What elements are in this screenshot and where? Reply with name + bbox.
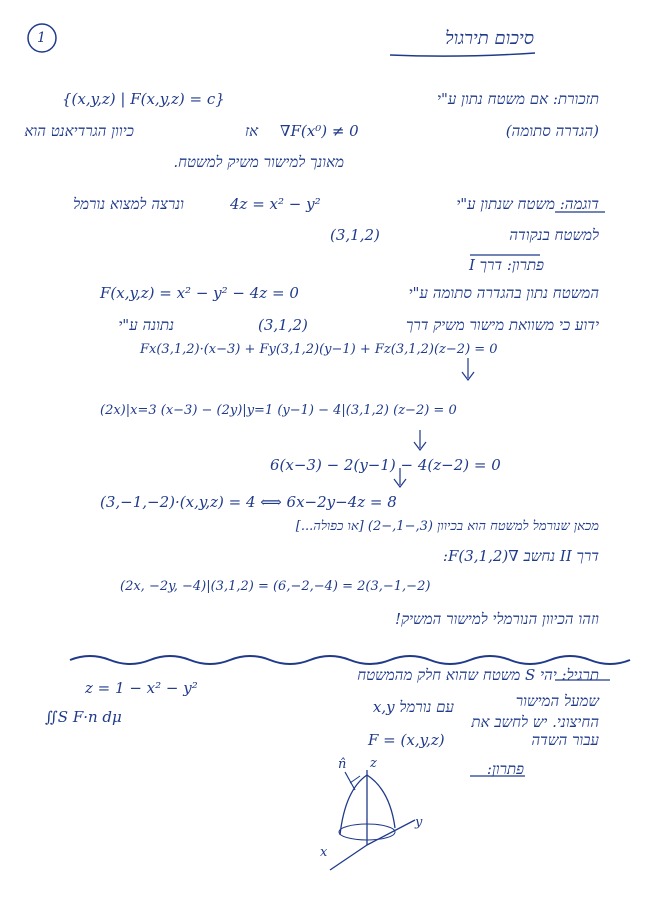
exercise-solution-label: פתרון: (486, 760, 524, 778)
note-line-5: אז (245, 122, 259, 140)
sketch-z-label: z (370, 756, 377, 771)
solution-line-1: המשטח נתון בהגדרה סתומה ע"י (408, 284, 599, 302)
exercise-line-5: החיצוני. יש לחשב את (471, 713, 599, 731)
note-line-6: כיוון הגרדיאנט הוא (24, 122, 134, 140)
example-line-2: 4z = x² − y² (230, 195, 321, 213)
note-line-3: (הגדרה סתומה) (505, 122, 599, 140)
solution-line-2: F(x,y,z) = x² − y² − 4z = 0 (100, 284, 299, 302)
note-line-2: {(x,y,z) | F(x,y,z) = c} (62, 90, 225, 108)
note-line-7: מאונך למישור משיק למשטח. (173, 153, 344, 171)
example-line-5: (3,1,2) (330, 226, 380, 244)
solution-way-1: פתרון: דרך I (468, 256, 544, 274)
solution-line-5: נתונה ע"י (118, 316, 174, 334)
exercise-line-2: z = 1 − x² − y² (85, 679, 198, 697)
solution-line-4: (3,1,2) (258, 316, 308, 334)
example-line-3: ונרצה למצוא נורמל (73, 195, 184, 213)
derivative-substitution: (2x)|x=3 (x−3) − (2y)|y=1 (y−1) − 4|(3,1,2) (z−2) = 0 (100, 403, 457, 418)
exercise-line-6: עבור השדה (531, 731, 599, 749)
note-line-1: תזכורת: אם משטח נתון ע"י (437, 90, 599, 108)
vector-field: F = (x,y,z) (368, 731, 445, 749)
exercise-line-1: תרגיל: יהי S משטח שהוא חלק מהמשטח (357, 666, 599, 684)
solution-line-3: ידוע כי משוואת מישור משיק דרך (405, 316, 599, 334)
sketch-y-label: y (415, 815, 423, 830)
flux-integral: ∬S F·n dμ (45, 708, 122, 726)
example-line-1: דוגמה: משטח שנתון ע"י (456, 195, 599, 213)
sketch-n-label: n̂ (338, 757, 347, 772)
plane-equation: (3,−1,−2)·(x,y,z) = 4 ⟺ 6x−2y−4z = 8 (100, 493, 397, 511)
exercise-line-3: שמעל המישור (515, 692, 599, 710)
normal-conclusion: מכאן שנורמל למשטח הוא בכיוון (3,−1,−2) [או כפולה...] (295, 519, 599, 534)
gradient-conclusion: וזהו הכיוון הנורמלי למישור המשיק! (395, 610, 599, 628)
page-title: סיכום תירגול (445, 28, 534, 49)
example-line-4: למשטח בנקודה (509, 226, 599, 244)
solution-way-2: דרך II נחשב ∇F(3,1,2): (442, 547, 599, 565)
sketch-x-label: x (320, 845, 328, 860)
expanded-equation: 6(x−3) − 2(y−1) − 4(z−2) = 0 (270, 456, 501, 474)
page-number: 1 (37, 30, 46, 46)
exercise-line-4: עם נורמל x,y (372, 698, 454, 716)
paraboloid-sketch (330, 770, 415, 870)
note-line-4: ∇F(x⁰) ≠ 0 (280, 122, 359, 140)
gradient-computation: (2x, −2y, −4)|(3,1,2) = (6,−2,−4) = 2(3,−1,−2) (120, 579, 431, 594)
tangent-plane-equation: Fx(3,1,2)·(x−3) + Fy(3,1,2)(y−1) + Fz(3,1,2)(z−2) = 0 (140, 342, 498, 357)
